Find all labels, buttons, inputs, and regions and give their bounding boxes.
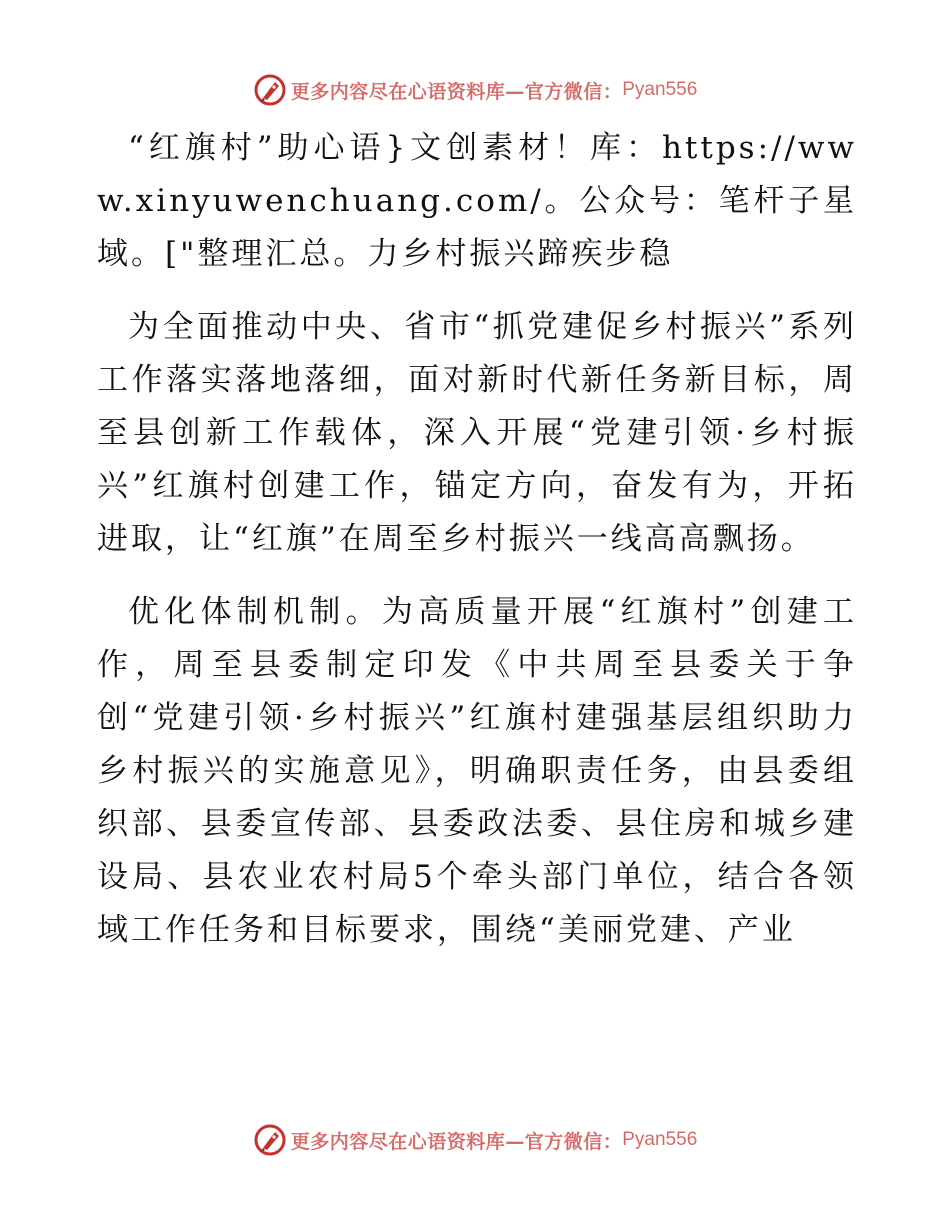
banner-wechat-id: Pyan556: [622, 79, 698, 100]
paragraph-overview: 为全面推动中央、省市“抓党建促乡村振兴”系列工作落实落地落细，面对新时代新任务新目标，周至县创新工作载体，深入开展“党建引领·乡村振兴”红旗村创建工作，锚定方向，奋发有为，开拓进取，让“红旗”在周至乡村振兴一线高高飘扬。: [97, 309, 857, 557]
footer-watermark-banner: [0, 1120, 950, 1160]
banner-text: 更多内容尽在心语资料库—官方微信：: [290, 80, 623, 103]
pen-nib-logo-icon: [253, 73, 287, 107]
banner-wechat-id: Pyan556: [622, 1129, 698, 1150]
paragraph-mechanism: 优化体制机制。为高质量开展“红旗村”创建工作，周至县委制定印发《中共周至县委关于争创“党建引领·乡村振兴”红旗村建强基层组织助力乡村振兴的实施意见》，明确职责任务，由县委组织部、县委宣传部、县委政法委、县住房和城乡建设局、县农业农村局5个牵头部门单位，结合各领域工作任务和目标要求，围绕“美丽党建、产业: [97, 594, 857, 948]
header-watermark-banner: [0, 70, 950, 110]
document-body: [97, 122, 857, 977]
pen-nib-logo-icon: [253, 1123, 287, 1157]
banner-text: 更多内容尽在心语资料库—官方微信：: [290, 1130, 623, 1153]
paragraph-intro: “红旗村”助心语}文创素材！库：https://www.xinyuwenchuang.com/。公众号：笔杆子星域。["整理汇总。力乡村振兴蹄疾步稳: [97, 130, 857, 272]
